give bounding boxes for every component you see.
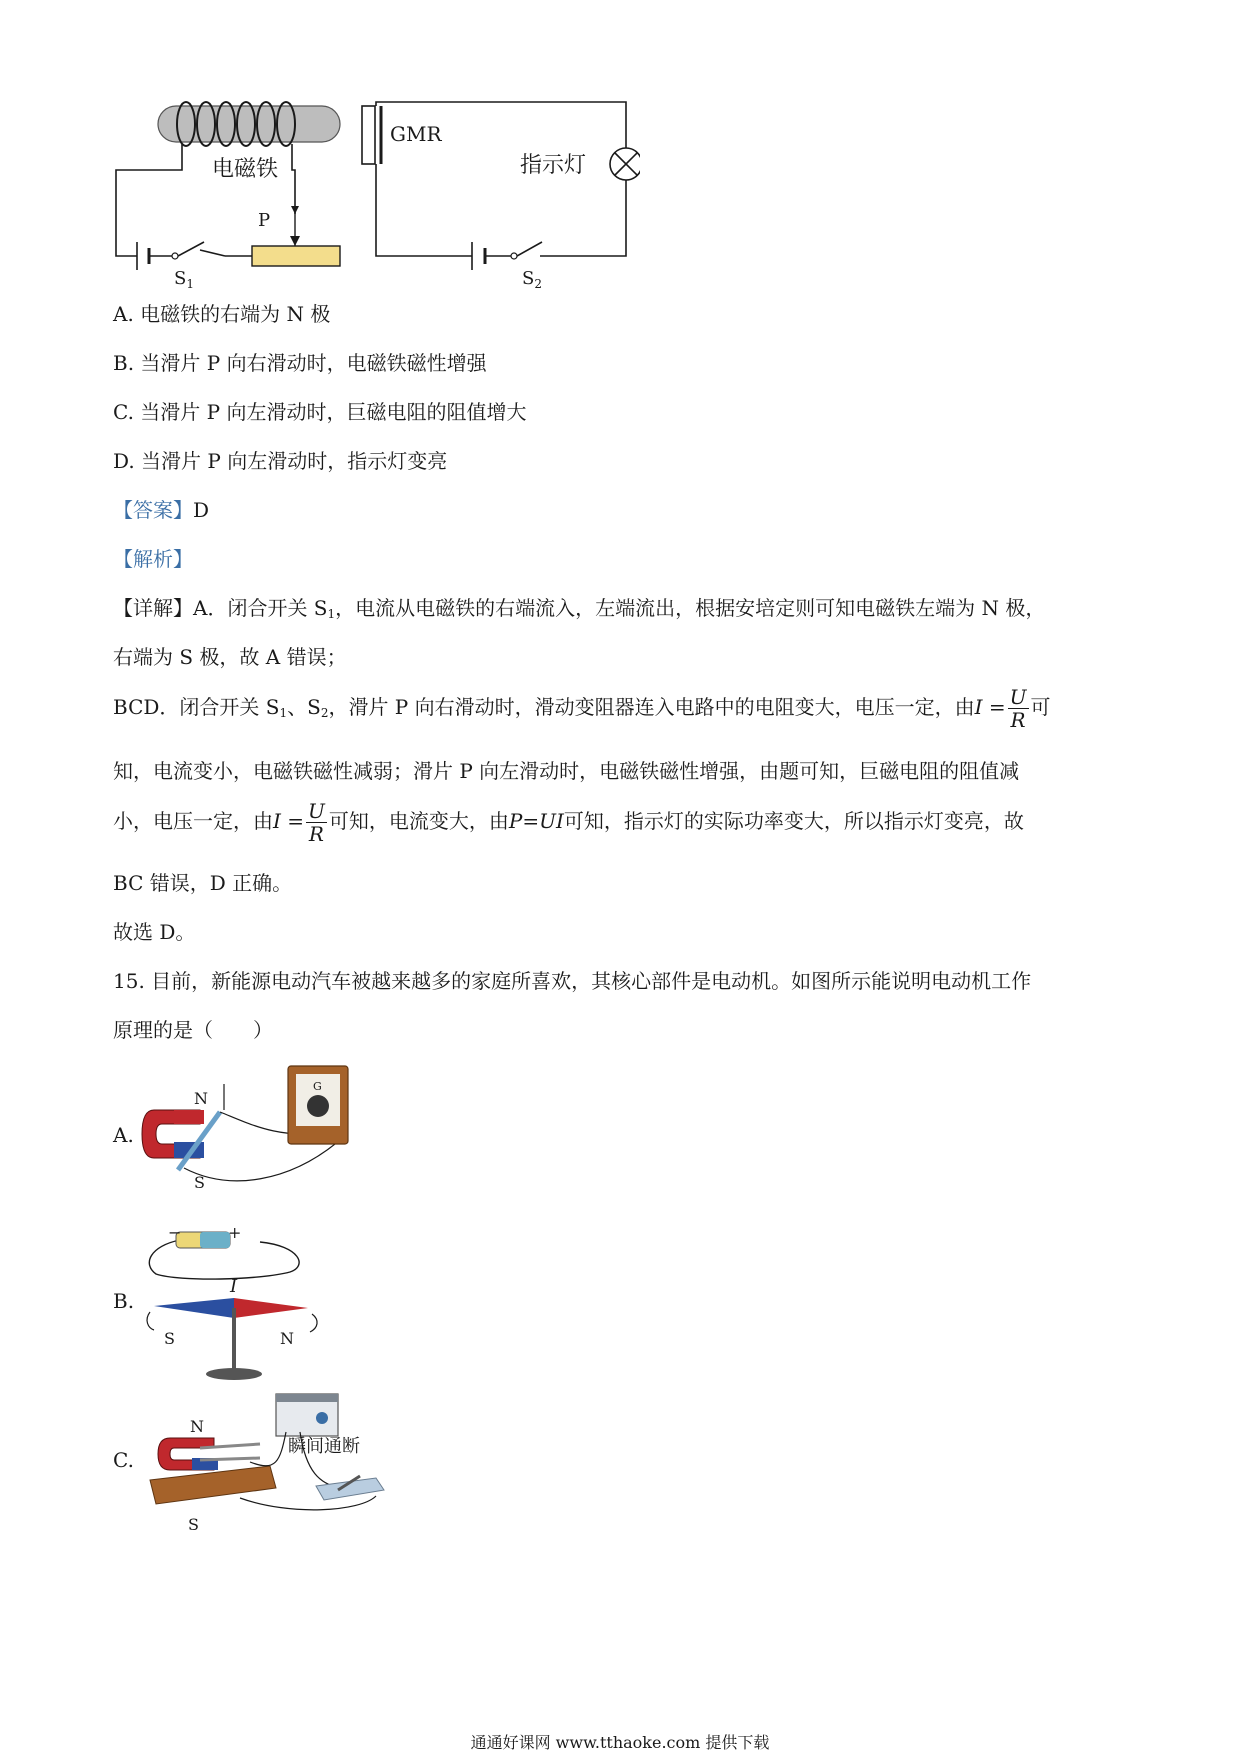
option-c: C. 当滑片 P 向左滑动时，巨磁电阻的阻值增大 (113, 400, 527, 424)
option-a: A. 电磁铁的右端为 N 极 (113, 302, 331, 326)
compass-needle (154, 1298, 234, 1318)
detail-line-3: BCD．闭合开关 $S_1$、$S_2$，滑片 P 向右滑动时，滑动变阻器连入电路中的电阻变大，电压一定，由I = $\frac{U}{R}$ 可 (113, 685, 1051, 732)
detail-line-1: 【详解】A．闭合开关 $S_1$，电流从电磁铁的右端流入，左端流出，根据安培定则可知电磁铁左端为 N 极， (113, 596, 1046, 621)
q15-option-a-label: A. (113, 1123, 134, 1147)
switch-s2-sub: 2 (534, 277, 542, 290)
battery-plus: + (228, 1223, 242, 1242)
q15-figure-b (140, 1222, 340, 1392)
slider-label: P (258, 210, 271, 231)
battery-minus: − (168, 1223, 182, 1242)
meter-label: G (313, 1080, 322, 1093)
needle-north: N (280, 1329, 294, 1348)
footer-watermark: 通通好课网 www.tthaoke.com 提供下载 (470, 1733, 770, 1752)
battery-1 (137, 242, 149, 270)
answer-line (113, 496, 209, 524)
option-b: B. 当滑片 P 向右滑动时，电磁铁磁性增强 (113, 351, 487, 375)
rheostat (252, 246, 340, 266)
detail-tag: 【详解】 (113, 596, 193, 620)
magnet-a-south: S (194, 1173, 205, 1192)
svg-text:S2 (522, 268, 542, 290)
electromagnet-label: 电磁铁 (212, 157, 279, 182)
switch-note: 瞬间通断 (288, 1436, 360, 1457)
q15-option-b-label: B. (113, 1289, 135, 1313)
gmr-circuit-figure (100, 90, 640, 290)
q15-figure-a (140, 1062, 360, 1202)
lamp-label: 指示灯 (520, 153, 587, 178)
battery-2 (472, 242, 485, 270)
answer-tag: 【答案】 (113, 498, 193, 522)
magnet-a-north: N (194, 1089, 208, 1108)
detail-line-6: BC 错误，D 正确。 (113, 871, 293, 895)
needle-south: S (164, 1329, 175, 1348)
q15-figure-c (140, 1392, 430, 1542)
gmr-label: GMR (390, 122, 442, 146)
switch-s1 (172, 242, 204, 259)
q15-stem-1: 15. 目前，新能源电动汽车被越来越多的家庭所喜欢，其核心部件是电动机。如图所示能说明电动机工作 (113, 969, 1032, 993)
lamp-icon (610, 148, 640, 180)
answer-value: D (193, 498, 210, 522)
current-label: I (230, 1276, 238, 1297)
formula-fraction-2: $\frac{U}{R}$ (308, 799, 325, 846)
detail-line-4: 知，电流变小，电磁铁磁性减弱；滑片 P 向左滑动时，电磁铁磁性增强，由题可知，巨磁电阻的阻值减 (113, 759, 1020, 783)
switch-s1-sub: 1 (186, 277, 194, 290)
detail-line-7: 故选 D。 (113, 920, 196, 944)
formula-lhs: I = (974, 695, 1006, 719)
detail-line-2: 右端为 S 极，故 A 错误； (113, 645, 347, 669)
formula-fraction: $\frac{U}{R}$ (1009, 685, 1027, 732)
switch-s2-label: S (522, 268, 535, 289)
option-d: D. 当滑片 P 向左滑动时，指示灯变亮 (113, 449, 448, 473)
detail-line-5: 小，电压一定，由I = $\frac{U}{R}$ 可知，电流变大，由P=UI可知，指示灯的实际功率变大，所以指示灯变亮，故 (113, 799, 1024, 846)
analysis-tag: 【解析】 (113, 547, 193, 571)
electromagnet-core (158, 106, 340, 142)
wooden-base (150, 1466, 276, 1504)
svg-text:S1 (174, 268, 194, 290)
q15-stem-2: 原理的是（ ） (113, 1018, 273, 1042)
q15-option-c-label: C. (113, 1448, 134, 1472)
magnet-c-north: N (190, 1417, 204, 1436)
switch-s1-label: S (174, 268, 187, 289)
gmr-element (362, 106, 381, 164)
magnet-c-south: S (188, 1515, 199, 1534)
switch-s2 (511, 242, 542, 259)
